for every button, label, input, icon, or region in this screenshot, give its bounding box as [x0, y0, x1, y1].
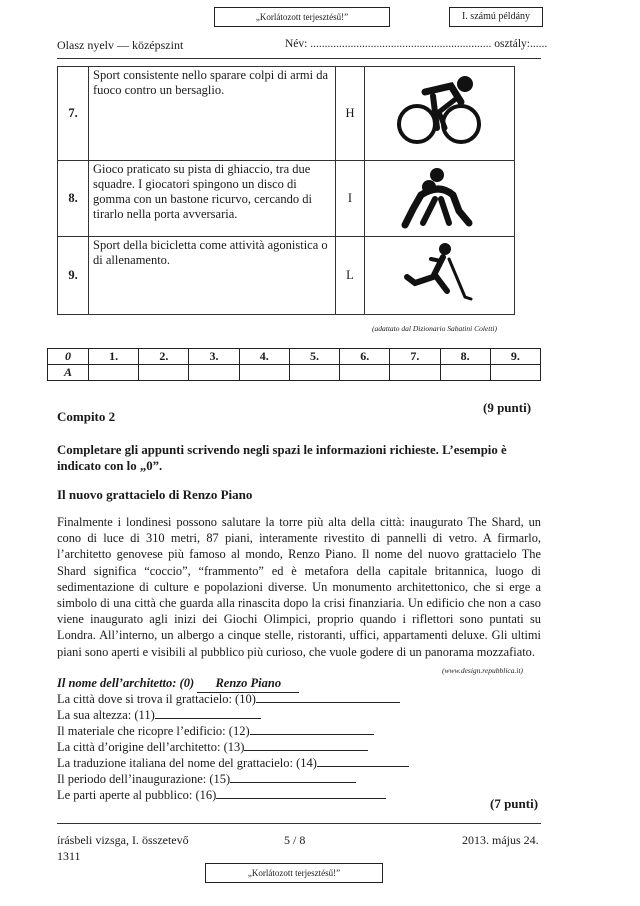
answer-blank[interactable]: [317, 755, 409, 767]
example-answer: Renzo Piano: [197, 675, 299, 693]
task-points-2: (7 punti): [490, 796, 539, 811]
grid-answer-cell[interactable]: [440, 365, 490, 381]
example-label: Il nome dell’architetto: (0): [57, 676, 195, 690]
answer-blank[interactable]: [256, 691, 400, 703]
fill-item-11: [57, 707, 261, 724]
row-number: 9.: [58, 237, 89, 315]
wrestling-pictogram-icon: [365, 161, 515, 237]
task-instruction: Completare gli appunti scrivendo negli spazi le informazioni richieste. L’esempio è indicato con lo „0”.: [57, 443, 507, 473]
example-line: [57, 675, 299, 693]
fill-label: La città dove si trova il grattacielo: (10): [57, 692, 256, 706]
table-row: [58, 67, 515, 161]
grid-answer-cell[interactable]: [340, 365, 390, 381]
fill-item-10: [57, 691, 400, 708]
grid-answer-cell[interactable]: [390, 365, 440, 381]
grid-header: 5.: [289, 349, 339, 365]
row-letter: L: [336, 237, 365, 315]
row-description: Sport della bicicletta come attività agonistica o di allenamento.: [89, 237, 336, 315]
fill-label: Il periodo dell’inaugurazione: (15): [57, 772, 231, 786]
answer-blank[interactable]: [216, 787, 386, 799]
grid-header: 0: [48, 349, 89, 365]
source-dictionary: (adattato dal Dizionario Sabatini Coletti): [372, 324, 498, 333]
fill-label: La sua altezza: (11): [57, 708, 155, 722]
row-number: 7.: [58, 67, 89, 161]
task-title: Compito 2: [57, 409, 116, 424]
grid-answer-cell[interactable]: [139, 365, 189, 381]
answer-grid: [47, 348, 541, 381]
row-description: Gioco praticato su pista di ghiaccio, tra due squadre. I giocatori spingono un disco di gomma con un bastone ricurvo, cercando di tirarlo nella porta avversaria.: [89, 161, 336, 237]
table-row: [58, 237, 515, 315]
row-letter: I: [336, 161, 365, 237]
grid-header: 2.: [139, 349, 189, 365]
row-number: 8.: [58, 161, 89, 237]
subject-label: Olasz nyelv — középszint: [57, 38, 184, 52]
grid-header: 6.: [340, 349, 390, 365]
grid-answer-cell[interactable]: [490, 365, 540, 381]
answer-grid-header-row: [48, 349, 541, 365]
article-title: Il nuovo grattacielo di Renzo Piano: [57, 487, 253, 502]
name-field: Név: ............................................................... osztály:......: [285, 38, 548, 50]
footer-date: 2013. május 24.: [462, 833, 539, 847]
source-website: (www.design.repubblica.it): [442, 666, 524, 675]
task-points: (9 punti): [483, 400, 532, 415]
fill-label: La traduzione italiana del nome del grattacielo: (14): [57, 756, 317, 770]
fill-label: Il materiale che ricopre l’edificio: (12): [57, 724, 250, 738]
grid-header: 3.: [189, 349, 239, 365]
matching-table: [57, 66, 515, 315]
grid-answer-cell[interactable]: [189, 365, 239, 381]
copy-number-box: I. számú példány: [449, 7, 543, 27]
header-rule: [57, 58, 541, 59]
footer-exam: írásbeli vizsga, I. összetevő: [57, 833, 189, 847]
restricted-stamp-top: „Korlátozott terjesztésű!”: [214, 7, 390, 27]
grid-header: 9.: [490, 349, 540, 365]
grid-answer-cell[interactable]: [89, 365, 139, 381]
grid-header: 7.: [390, 349, 440, 365]
fill-item-12: [57, 723, 374, 740]
restricted-stamp-bottom: „Korlátozott terjesztésű!”: [205, 863, 383, 883]
hockey-pictogram-icon: [365, 237, 515, 315]
footer-page: 5 / 8: [284, 833, 306, 847]
grid-header: 4.: [239, 349, 289, 365]
answer-blank[interactable]: [244, 739, 368, 751]
grid-answer-cell[interactable]: [289, 365, 339, 381]
fill-label: La città d’origine dell’architetto: (13): [57, 740, 245, 754]
row-letter: H: [336, 67, 365, 161]
grid-header: 8.: [440, 349, 490, 365]
answer-grid-answer-row: [48, 365, 541, 381]
fill-item-16: [57, 787, 386, 804]
grid-header: 1.: [89, 349, 139, 365]
answer-blank[interactable]: [250, 723, 374, 735]
answer-blank[interactable]: [155, 707, 261, 719]
grid-answer: A: [48, 365, 89, 381]
fill-item-14: [57, 755, 409, 772]
answer-blank[interactable]: [230, 771, 356, 783]
fill-item-15: [57, 771, 356, 788]
article-paragraph: Finalmente i londinesi possono salutare la torre più alta della città: inaugurato The Shard, un cono di luce di 310 metri, 87 piani, interamente rivestito di pannelli di vetro. A firmarlo, l’architetto genovese più famoso al mondo, Renzo Piano. Il nome del nuovo grattacielo The Shard significa “coccio”, “frammento” ed è metafora della capitale britannica, luogo di sedimentazione di culture e popolazioni diverse. Un monumento architettonico, che si erge a simbolo di una città che guarda alla rinascita dopo la crisi finanziaria. Un edificio che non a caso viene inaugurato agli inizi dei Giochi Olimpici, proprio quando i riflettori sono puntati su Londra. All’interno, un albergo a cinque stelle, ristoranti, uffici, appartamenti deluxe. Gli ultimi piani sono aperti e visibili al pubblico più curioso, che vuole godere di un panorama mozzafiato.: [57, 515, 541, 659]
fill-item-13: [57, 739, 368, 756]
article-text: [57, 514, 541, 660]
footer-rule: [57, 823, 541, 824]
table-row: [58, 161, 515, 237]
fill-label: Le parti aperte al pubblico: (16): [57, 788, 217, 802]
row-description: Sport consistente nello sparare colpi di armi da fuoco contro un bersaglio.: [89, 67, 336, 161]
footer-code: 1311: [57, 849, 81, 863]
cycling-pictogram-icon: [365, 67, 515, 161]
grid-answer-cell[interactable]: [239, 365, 289, 381]
